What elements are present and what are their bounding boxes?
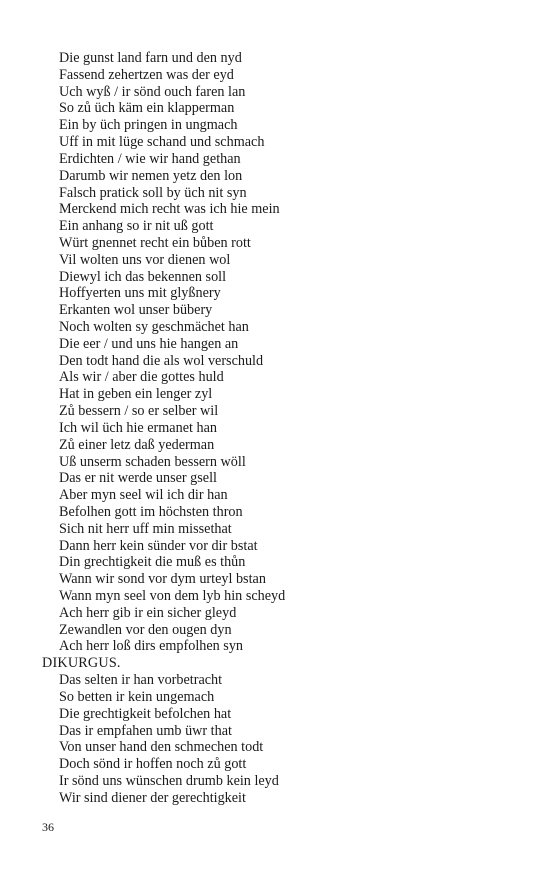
- verse-line: Din grechtigkeit die muß es thůn: [59, 554, 246, 571]
- verse-line: Noch wolten sy geschmächet han: [59, 319, 249, 335]
- verse-line: Ir sönd uns wünschen drumb kein leyd: [59, 772, 279, 789]
- verse-line: Aber myn seel wil ich dir han: [59, 487, 228, 504]
- verse-line: Ich wil üch hie ermanet han: [59, 419, 217, 436]
- verse-text: [42, 50, 522, 807]
- verse-line: Das selten ir han vorbetracht: [59, 672, 223, 689]
- verse-line: Dann herr kein sünder vor dir bstat: [59, 537, 258, 554]
- verse-line: Wann myn seel von dem lyb hin scheyd: [59, 588, 286, 604]
- verse-line: Erdichten / wie wir hand gethan: [59, 150, 241, 167]
- verse-line: Darumb wir nemen yetz den lon: [59, 167, 243, 184]
- verse-line: Als wir / aber die gottes huld: [59, 369, 224, 386]
- verse-line: Zů einer letz daß yederman: [59, 436, 215, 453]
- verse-line: Zů bessern / so er selber wil: [59, 403, 219, 420]
- verse-line: Doch sönd ir hoffen noch zů gott: [59, 756, 247, 773]
- verse-line: So zů üch käm ein klapperman: [59, 100, 235, 117]
- verse-line: Den todt hand die als wol verschuld: [59, 352, 264, 369]
- verse-line: Von unser hand den schmechen todt: [59, 739, 264, 756]
- verse-line: Vil wolten uns vor dienen wol: [59, 251, 231, 268]
- verse-line: Befolhen gott im höchsten thron: [59, 503, 243, 520]
- verse-line: Zewandlen vor den ougen dyn: [59, 621, 232, 638]
- verse-line: Die eer / und uns hie hangen an: [59, 335, 239, 352]
- verse-line: Sich nit herr uff min missethat: [59, 520, 232, 537]
- verse-line: Uff in mit lüge schand und schmach: [59, 134, 265, 151]
- verse-line: Das er nit werde unser gsell: [59, 470, 217, 487]
- page-number: 36: [42, 820, 54, 834]
- verse-line: Die gunst land farn und den nyd: [59, 50, 242, 66]
- verse-line: Merckend mich recht was ich hie mein: [59, 201, 280, 218]
- verse-line: Ach herr loß dirs empfolhen syn: [59, 638, 244, 655]
- verse-line: Ein anhang so ir nit uß gott: [59, 218, 214, 235]
- verse-line: Wann wir sond vor dym urteyl bstan: [59, 571, 266, 588]
- verse-line: Ach herr gib ir ein sicher gleyd: [59, 604, 237, 621]
- verse-line: Fassend zehertzen was der eyd: [59, 66, 234, 83]
- verse-line: Hat in geben ein lenger zyl: [59, 386, 213, 403]
- verse-line: Erkanten wol unser bübery: [59, 302, 213, 319]
- verse-line: So betten ir kein ungemach: [59, 688, 215, 705]
- verse-line: Uch wyß / ir sönd ouch faren lan: [59, 83, 246, 100]
- verse-line: Würt gnennet recht ein bůben rott: [59, 234, 251, 251]
- verse-line: Uß unserm schaden bessern wöll: [59, 453, 246, 470]
- verse-line: Das ir empfahen umb üwr that: [59, 722, 232, 739]
- verse-line: Die grechtigkeit befolchen hat: [59, 705, 232, 722]
- verse-line: Ein by üch pringen in ungmach: [59, 117, 238, 134]
- verse-line: Wir sind diener der gerechtigkeit: [59, 789, 246, 806]
- verse-line: Falsch pratick soll by üch nit syn: [59, 184, 247, 201]
- verse-line: Hoffyerten uns mit glyßnery: [59, 285, 221, 302]
- verse-line: Diewyl ich das bekennen soll: [59, 268, 227, 285]
- speaker-heading: DIKURGUS.: [42, 655, 121, 672]
